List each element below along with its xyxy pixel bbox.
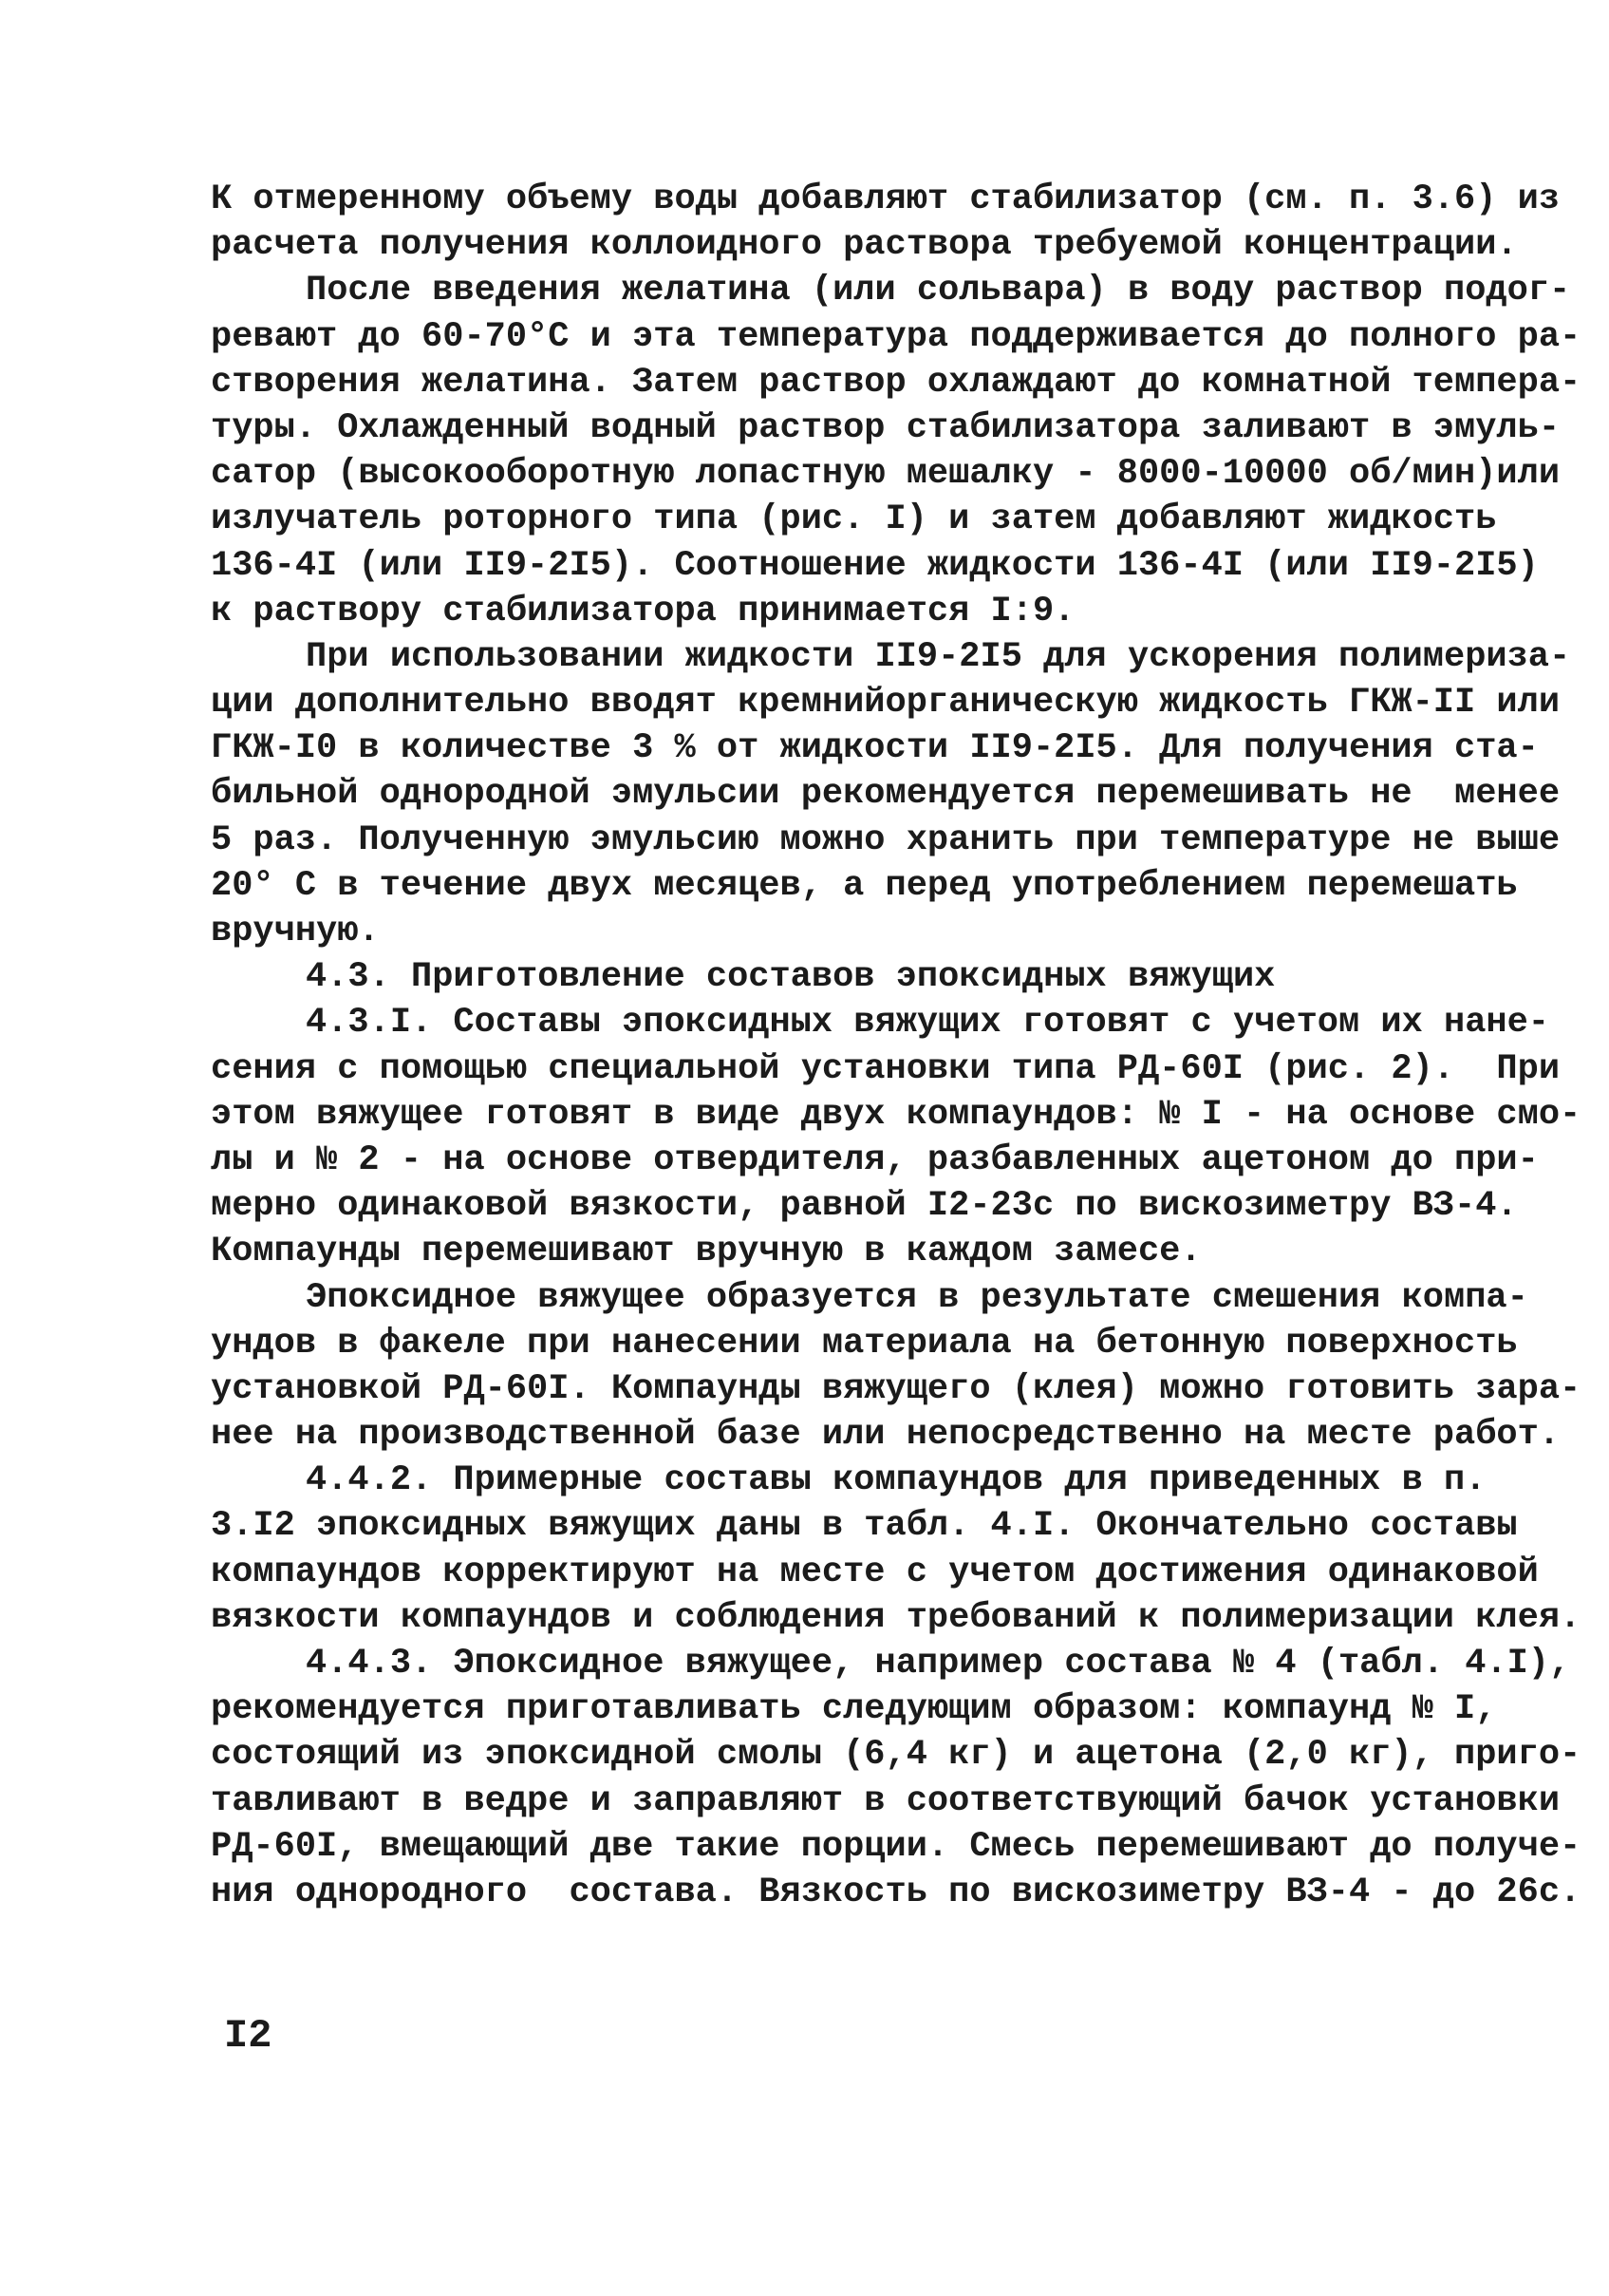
text-line: 5 раз. Полученную эмульсию можно хранить при температуре не выше <box>211 819 1561 860</box>
text-line: 4.4.2. Примерные составы компаундов для приведенных в п. <box>306 1460 1487 1501</box>
text-line: ревают до 60-70°С и эта температура поддерживается до полного ра- <box>211 316 1581 357</box>
text-line: 4.3. Приготовление составов эпоксидных вяжущих <box>306 957 1276 998</box>
text-line: к раствору стабилизатора принимается I:9. <box>211 591 1076 631</box>
text-line: сения с помощью специальной установки типа РД-60I (рис. 2). При <box>211 1048 1561 1089</box>
text-line: К отмеренному объему воды добавляют стабилизатор (см. п. 3.6) из <box>211 179 1561 219</box>
text-line: 136-4I (или II9-2I5). Соотношение жидкости 136-4I (или II9-2I5) <box>211 545 1539 586</box>
text-line: нее на производственной базе или непосредственно на месте работ. <box>211 1415 1561 1456</box>
text-line: вручную. <box>211 912 380 951</box>
text-line: ния однородного состава. Вязкость по вискозиметру ВЗ-4 - до 26с. <box>211 1872 1581 1912</box>
text-line: излучатель роторного типа (рис. I) и затем добавляют жидкость <box>211 499 1497 540</box>
text-line: тавливают в ведре и заправляют в соответствующий бачок установки <box>211 1780 1561 1821</box>
text-line: установкой РД-60I. Компаунды вяжущего (клея) можно готовить зара- <box>211 1368 1581 1409</box>
page-number: I2 <box>224 2013 272 2059</box>
text-line: туры. Охлажденный водный раствор стабилизатора заливают в эмуль- <box>211 407 1561 448</box>
text-line: ции дополнительно вводят кремнийорганическую жидкость ГКЖ-II или <box>211 683 1561 724</box>
text-line: вязкости компаундов и соблюдения требований к полимеризации клея. <box>211 1597 1581 1638</box>
body-text <box>211 177 1581 1915</box>
text-line: компаундов корректируют на месте с учетом достижения одинаковой <box>211 1552 1539 1592</box>
text-line: РД-60I, вмещающий две такие порции. Смесь перемешивают до получе- <box>211 1826 1581 1867</box>
text-line: мерно одинаковой вязкости, равной I2-23с по вискозиметру ВЗ-4. <box>211 1186 1518 1227</box>
text-line: 4.3.I. Составы эпоксидных вяжущих готовят с учетом их нане- <box>306 1003 1550 1044</box>
text-line: лы и № 2 - на основе отвердителя, разбавленных ацетоном до при- <box>211 1139 1539 1180</box>
text-line: сатор (высокооборотную лопастную мешалку - 8000-10000 об/мин)или <box>211 454 1561 495</box>
text-line: Компаунды перемешивают вручную в каждом замесе. <box>211 1232 1202 1272</box>
text-line: ГКЖ-I0 в количестве 3 % от жидкости II9-2I5. Для получения ста- <box>211 728 1539 769</box>
text-line: створения желатина. Затем раствор охлаждают до комнатной темпера- <box>211 362 1581 403</box>
text-line: этом вяжущее готовят в виде двух компаундов: № I - на основе смо- <box>211 1094 1581 1135</box>
text-line: 4.4.3. Эпоксидное вяжущее, например состава № 4 (табл. 4.I), <box>306 1644 1571 1684</box>
text-line: ундов в факеле при нанесении материала на бетонную поверхность <box>211 1323 1518 1364</box>
text-line: Эпоксидное вяжущее образуется в результате смешения компа- <box>306 1277 1528 1318</box>
text-line: расчета получения коллоидного раствора требуемой концентрации. <box>211 225 1518 266</box>
text-line: бильной однородной эмульсии рекомендуется перемешивать не менее <box>211 774 1561 815</box>
text-line: После введения желатина (или сольвара) в воду раствор подог- <box>306 271 1571 311</box>
text-line: 20° С в течение двух месяцев, а перед употреблением перемешать <box>211 865 1518 906</box>
text-line: рекомендуется приготавливать следующим образом: компаунд № I, <box>211 1689 1497 1730</box>
text-line: состоящий из эпоксидной смолы (6,4 кг) и ацетона (2,0 кг), приго- <box>211 1735 1581 1776</box>
text-line: При использовании жидкости II9-2I5 для ускорения полимериза- <box>306 636 1571 677</box>
text-line: 3.I2 эпоксидных вяжущих даны в табл. 4.I. Окончательно составы <box>211 1506 1518 1547</box>
